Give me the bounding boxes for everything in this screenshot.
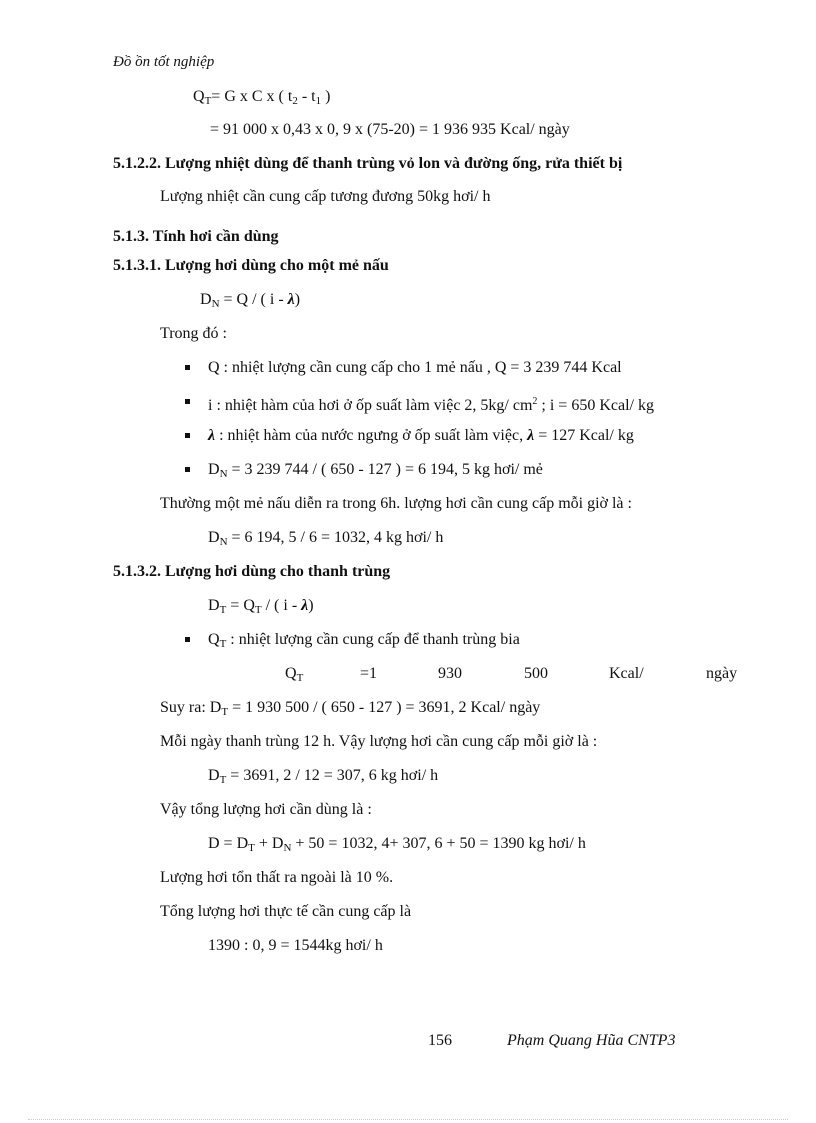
qt-symbol: $Q_T$ bbox=[285, 665, 304, 684]
bullet-marker bbox=[185, 637, 190, 642]
where-label: Trong đó : bbox=[160, 325, 227, 342]
equation-dn-hour: $D_N = 6$ 194, 5 / 6 = 1032, 4 kg hơi/ h bbox=[208, 529, 444, 548]
daily-line: Mỗi ngày thanh trùng 12 h. Vậy lượng hơi cần cung cấp mỗi giờ là : bbox=[160, 733, 598, 750]
suy-ra-line: Suy ra: $D_T = 1$ 930 500 / ( 650 - 127 ) = 3691, 2 Kcal/ ngày bbox=[160, 699, 541, 718]
section-heading-5-1-3-2: 5.1.3.2. Lượng hơi dùng cho thanh trùng bbox=[113, 563, 391, 580]
qt-per: ngày bbox=[706, 665, 738, 682]
section-heading-5-1-3-1: 5.1.3.1. Lượng hơi dùng cho một mẻ nấu bbox=[113, 257, 389, 274]
equation-dn: $D_N = Q$ / ( i - λ) bbox=[200, 291, 301, 310]
qt-unit: Kcal/ bbox=[609, 665, 644, 682]
equation-actual: 1390 : 0, 9 = 1544kg hơi/ h bbox=[208, 937, 383, 954]
footer-page-number: 156 bbox=[428, 1032, 452, 1049]
section-heading-5-1-2-2: 5.1.2.2. Lượng nhiệt dùng để thanh trùng vỏ lon và đường ống, rửa thiết bị bbox=[113, 155, 623, 172]
bullet-lambda-enthalpy: λ : nhiệt hàm của nước ngưng ở ốp suất làm việc, λ = 127 Kcal/ kg bbox=[208, 427, 634, 444]
bullet-marker bbox=[185, 365, 190, 370]
bullet-dn-value: $D_N = 3$ 239 744 / ( 650 - 127 ) = 6 194, 5 kg hơi/ mẻ bbox=[208, 461, 543, 480]
qt-n1: 930 bbox=[438, 665, 462, 682]
bullet-marker bbox=[185, 433, 190, 438]
qt-n2: 500 bbox=[524, 665, 548, 682]
bullet-q-heat: Q : nhiệt lượng cần cung cấp cho 1 mẻ nấu , Q = 3 239 744 Kcal bbox=[208, 359, 622, 376]
bullet-marker bbox=[185, 467, 190, 472]
heat-need-line: Lượng nhiệt cần cung cấp tương đương 50kg hơi/ h bbox=[160, 188, 491, 205]
footer-author: Phạm Quang Hũa CNTP3 bbox=[507, 1032, 676, 1049]
loss-line: Lượng hơi tổn thất ra ngoài là 10 %. bbox=[160, 869, 394, 886]
equation-dt: $D_T = Q_T$ / ( i - λ) bbox=[208, 597, 314, 616]
running-title: Đồ ồn tốt nghiệp bbox=[113, 54, 215, 70]
bullet-i-enthalpy: i : nhiệt hàm của hơi ở ốp suất làm việc 2, 5kg/ $cm^2$ ; i = 650 Kcal/ kg bbox=[208, 396, 654, 414]
equation-qt: $Q_T= G$ x C x ( $t_2 - t_1$ ) bbox=[193, 88, 331, 107]
section-heading-5-1-3: 5.1.3. Tính hơi cần dùng bbox=[113, 228, 279, 245]
bullet-qt-heat: $Q_T$ : nhiệt lượng cần cung cấp để thanh trùng bia bbox=[208, 631, 520, 650]
bullet-marker bbox=[185, 399, 190, 404]
actual-line: Tổng lượng hơi thực tế cần cung cấp là bbox=[160, 903, 412, 920]
qt-eq: =1 bbox=[360, 665, 378, 682]
equation-total: $D = D_T + D_N + 50 = 1032$, 4+ 307, 6 + 50 = 1390 kg hơi/ h bbox=[208, 835, 586, 854]
total-intro-line: Vậy tổng lượng hơi cần dùng là : bbox=[160, 801, 372, 818]
equation-qt-result: = 91 000 x 0,43 x 0, 9 x (75-20) = 1 936 935 Kcal/ ngày bbox=[210, 121, 570, 138]
page-bottom-rule bbox=[28, 1119, 788, 1120]
usually-line: Thường một mẻ nấu diễn ra trong 6h. lượng hơi cần cung cấp mỗi giờ là : bbox=[160, 495, 632, 512]
equation-dt-hour: $D_T = 3691$, 2 / 12 = 307, 6 kg hơi/ h bbox=[208, 767, 439, 786]
